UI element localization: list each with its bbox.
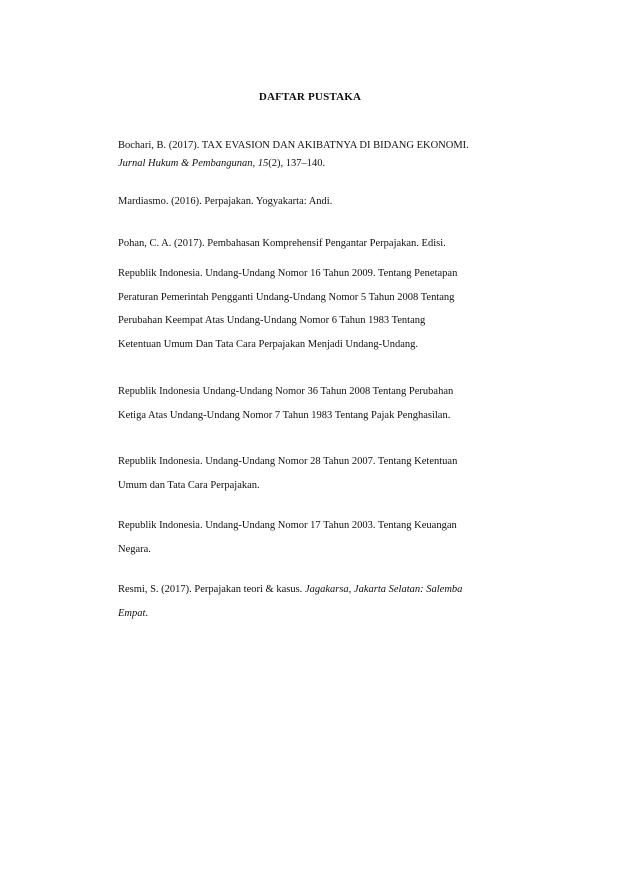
reference-line: Negara. — [118, 543, 151, 555]
reference-line: Pohan, C. A. (2017). Pembahasan Komprehensif Pengantar Perpajakan. Edisi. — [118, 238, 446, 249]
reference-author-title: Resmi, S. (2017). Perpajakan teori & kasus. — [118, 584, 305, 595]
reference-entry — [118, 190, 538, 214]
reference-line: Republik Indonesia. Undang-Undang Nomor 16 Tahun 2009. Tentang Penetapan — [118, 268, 458, 279]
journal-issue-pages: (2), 137–140. — [268, 157, 326, 169]
reference-entry — [118, 514, 538, 561]
reference-line: Mardiasmo. (2016). Perpajakan. Yogyakarta: Andi. — [118, 196, 333, 207]
reference-line: Bochari, B. (2017). TAX EVASION DAN AKIBATNYA DI BIDANG EKONOMI. — [118, 140, 469, 151]
reference-entry — [118, 578, 538, 625]
publisher-name: Empat — [118, 607, 146, 619]
reference-line: Republik Indonesia. Undang-Undang Nomor 17 Tahun 2003. Tentang Keuangan — [118, 520, 457, 531]
reference-line: Republik Indonesia. Undang-Undang Nomor 28 Tahun 2007. Tentang Ketentuan — [118, 456, 458, 467]
reference-line: Ketentuan Umum Dan Tata Cara Perpajakan Menjadi Undang-Undang. — [118, 338, 418, 350]
publisher-location: Jagakarsa, Jakarta Selatan: Salemba — [304, 584, 463, 595]
reference-line: Umum dan Tata Cara Perpajakan. — [118, 479, 260, 491]
reference-entry — [118, 262, 538, 356]
reference-entry — [118, 134, 538, 175]
reference-line: Republik Indonesia Undang-Undang Nomor 36 Tahun 2008 Tentang Perubahan — [118, 386, 454, 397]
reference-line: Perubahan Keempat Atas Undang-Undang Nomor 6 Tahun 1983 Tentang — [118, 315, 426, 326]
reference-entry — [118, 450, 538, 497]
journal-title: Jurnal Hukum & Pembangunan, 15 — [118, 157, 269, 169]
reference-line: Ketiga Atas Undang-Undang Nomor 7 Tahun 1983 Tentang Pajak Penghasilan. — [118, 409, 451, 421]
reference-entry — [118, 380, 538, 427]
reference-entry — [118, 232, 538, 256]
reference-line — [118, 578, 538, 602]
reference-terminal-period: . — [145, 607, 149, 619]
reference-line — [118, 602, 538, 626]
page-title: DAFTAR PUSTAKA — [258, 91, 362, 103]
reference-line: Peraturan Pemerintah Pengganti Undang-Undang Nomor 5 Tahun 2008 Tentang — [118, 291, 455, 303]
